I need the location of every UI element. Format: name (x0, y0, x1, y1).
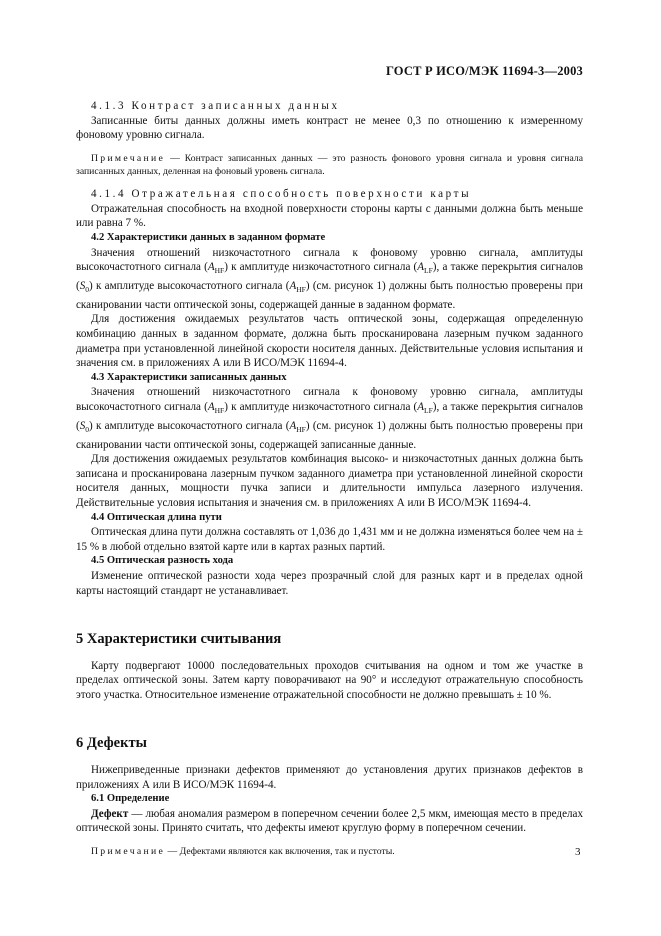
defect-definition-text: — любая аномалия размером в поперечном сечении более 2,5 мкм, имеющая место в пределах оптической зоны. Принято считать, что дефекты имеют круглую форму в поперечном сечении. (76, 807, 583, 835)
note-label: Примечание (91, 846, 166, 858)
section-4-2-title: 4.2 Характеристики данных в заданном формате (91, 231, 326, 243)
page-number: 3 (575, 846, 581, 858)
section-6-heading: 6 Дефекты (76, 735, 147, 752)
section-4-5-title: 4.5 Оптическая разность хода (91, 555, 234, 567)
section-4-3-title: 4.3 Характеристики записанных данных (91, 371, 287, 383)
section-4-1-3-body: Записанные биты данных должны иметь контраст не менее 0,3 по отношению к измеренному фоновому уровню сигнала. (76, 114, 583, 142)
section-4-5-body: Изменение оптической разности хода через прозрачный слой для разных карт и в пределах одной карты настоящий стандарт не устанавливает. (76, 569, 583, 597)
section-6-body: Нижеприведенные признаки дефектов применяют до установления других признаков дефектов в приложениях А или В ИСО/МЭК 11694-4. (76, 764, 583, 791)
note-text: — Дефектами являются как включения, так и пустоты. (165, 846, 395, 858)
section-4-4-title: 4.4 Оптическая длина пути (91, 511, 222, 523)
section-4-4-body: Оптическая длина пути должна составлять от 1,036 до 1,431 мм и не должна изменяться более чем на ± 15 % в любой отдельно взятой карте или в картах разных партий. (76, 526, 583, 553)
document-body (76, 99, 583, 867)
note-text: — Контраст записанных данных — это разность фонового уровня сигнала и уровня сигнала записанных данных, деленная на фоновый уровень сигнала. (76, 152, 583, 177)
section-4-3-paragraph-1: Значения отношений низкочастотного сигнала к фоновому уровню сигнала, амплитуды высокочастотного сигнала $(A_{HF})$ к амплитуде низкочастотного сигнала $(A_{LF})$, а также перекрытия сигналов $(S_0)$ к амплитуде высокочастотного сигнала $(A_{HF})$ (см. рисунок 1) должны быть полностью проверены при сканировании части оптической зоны, содержащей записанные данные. (76, 386, 583, 451)
defect-definition (76, 807, 583, 836)
section-4-1-4-title: 4.1.4 Отражательная способность поверхности карты (91, 188, 472, 201)
section-5-body: Карту подвергают 10000 последовательных проходов считывания на одном и том же участке в пределах оптической зоны. Затем карту поворачивают на 90° и исследуют отражательную способность этого участка. Относительное изменение отражательной способности не должно превышать ± 10 %. (76, 659, 583, 701)
section-5-heading: 5 Характеристики считывания (76, 631, 282, 648)
standard-code-header: ГОСТ Р ИСО/МЭК 11694-3—2003 (385, 64, 583, 78)
section-4-1-4-body: Отражательная способность на входной поверхности стороны карты с данными должна быть меньше или равна 7 %. (76, 202, 583, 230)
section-4-2-paragraph-2: Для достижения ожидаемых результатов часть оптической зоны, содержащая определенную комбинацию данных в заданном формате, должна быть просканирована лазерным пучком заданного диаметра при установленной линейной скорости носителя данных. Действительные условия испытания и значения см. в приложениях А или В ИСО/МЭК 11694-4. (76, 313, 583, 370)
note-label: Примечание (91, 152, 166, 164)
section-4-1-3-title: 4.1.3 Контраст записанных данных (91, 100, 340, 112)
defect-term: Дефект (91, 807, 129, 820)
note-contrast (76, 152, 583, 178)
section-4-2-paragraph-1: Значения отношений низкочастотного сигнала к фоновому уровню сигнала, амплитуды высокочастотного сигнала $(A_{HF})$ к амплитуде низкочастотного сигнала $(A_{LF})$, а также перекрытия сигналов $(S_0)$ к амплитуде высокочастотного сигнала $(A_{HF})$ (см. рисунок 1) должны быть полностью проверены при сканировании части оптической зоны, содержащей данные в заданном формате. (76, 246, 583, 311)
note-defects (76, 845, 583, 858)
section-4-3-paragraph-2: Для достижения ожидаемых результатов комбинация высоко- и низкочастотных данных должна быть записана и просканирована лазерным пучком заданного диаметра при установленной линейной скорости носителя данных, мощности пучка записи и длительности импульса лазерного излучения. Действительные условия испытания и значения см. в приложениях А или В ИСО/МЭК 11694-4. (76, 453, 583, 509)
section-6-1-title: 6.1 Определение (91, 793, 170, 805)
